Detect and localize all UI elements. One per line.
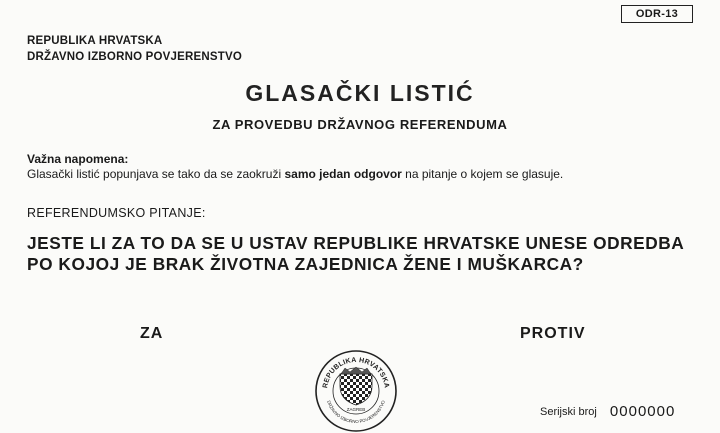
document-code: ODR-13 [621, 5, 693, 23]
question-label: REFERENDUMSKO PITANJE: [27, 206, 206, 220]
note-heading: Važna napomena: [27, 152, 129, 166]
note-text-before: Glasački listić popunjava se tako da se zaokruži [27, 167, 285, 181]
issuer-block [27, 33, 242, 65]
serial-value: 0000000 [609, 403, 676, 420]
serial-label: Serijski broj [540, 406, 597, 418]
answer-against[interactable]: PROTIV [520, 325, 586, 342]
seal-top-text: REPUBLIKA HRVATSKA [322, 356, 390, 389]
issuer-country: REPUBLIKA HRVATSKA [27, 35, 163, 47]
note-text [27, 167, 563, 182]
issuer-commission: DRŽAVNO IZBORNO POVJERENSTVO [27, 51, 242, 63]
official-seal [314, 349, 398, 433]
answer-for[interactable]: ZA [140, 325, 164, 342]
ballot-subtitle: ZA PROVEDBU DRŽAVNOG REFERENDUMA [212, 117, 508, 132]
important-note [27, 152, 563, 182]
coat-of-arms-icon [340, 367, 372, 405]
note-text-after: na pitanje o kojem se glasuje. [401, 167, 564, 181]
question-line-1: JESTE LI ZA TO DA SE U USTAV REPUBLIKE HRVATSKE UNESE ODREDBA [27, 233, 685, 253]
note-text-bold: samo jedan odgovor [284, 167, 402, 181]
question-line-2: PO KOJOJ JE BRAK ŽIVOTNA ZAJEDNICA ŽENE I MUŠKARCA? [27, 254, 584, 274]
serial-number [540, 403, 675, 420]
seal-city: ZAGREB [346, 407, 366, 412]
referendum-question [27, 233, 707, 275]
seal-bottom-text: DRŽAVNO IZBORNO POVJERENSTVO [326, 399, 386, 425]
ballot-title: GLASAČKI LISTIĆ [245, 80, 475, 106]
